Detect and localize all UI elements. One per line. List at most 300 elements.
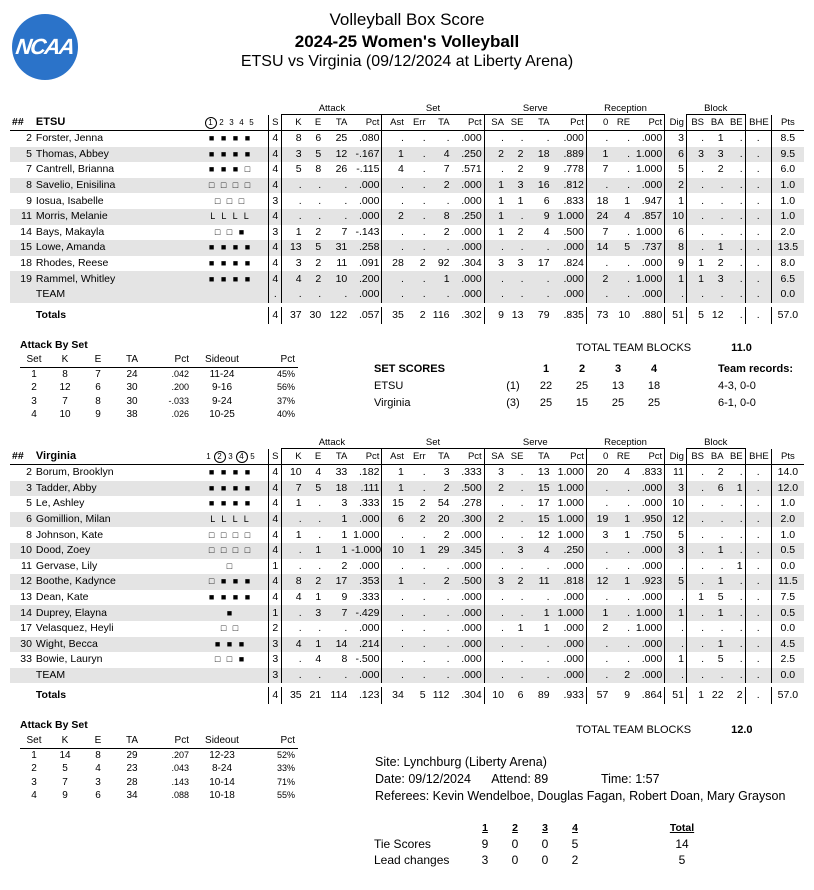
stat-bhe: . [745,668,771,684]
stat-s: 3 [269,637,282,653]
sets-played: ■ [193,605,269,621]
stat-ta: 2 [341,559,348,572]
stat-re: . [627,497,631,510]
stat-re: . [610,637,632,653]
ta3-header: TA [525,449,551,465]
lead-changes-label: Lead changes [374,853,450,867]
sets-played: L L L L [193,209,269,225]
stat-pts: 2.0 [771,512,804,528]
attack-by-set-cell: .042 [171,368,189,379]
referees: Referees: Kevin Wendelboe, Douglas Fagan, Robert Doan, Mary Grayson [375,789,786,803]
total-spct: .302 [461,308,482,321]
attack-by-set-cell: 24 [126,368,138,380]
attack-by-set-header: Set [20,734,48,748]
stat-s: 4 [269,512,282,528]
stat-sa: 2 [484,147,506,163]
stat-k: 1 [282,527,304,543]
etsu-attack-by-set [20,353,298,422]
stat-re: 1 [610,512,632,528]
stat-dig: 1 [665,271,687,287]
matchup-title: ETSU vs Virginia (09/12/2024 at Liberty Arena) [240,53,574,70]
attack-by-set-cell: 33% [276,763,295,774]
attack-by-set-cell: 28 [126,776,138,788]
attack-by-set-cell: 9-24 [211,395,232,407]
stat-sta: 20 [428,512,452,528]
stat-bhe: . [745,637,771,653]
stat-s: 4 [269,256,282,272]
stat-spct: .500 [452,481,485,497]
stat-ta: 7 [323,605,349,621]
sets-played: ■ ■ ■ ■ [208,498,253,509]
stat-e: 4 [315,653,322,666]
stat-rpct: .000 [641,497,663,510]
stat-sta: 2 [443,225,450,238]
stat-e: 3 [304,605,324,621]
stat-bs: . [686,574,706,590]
stat-e: 1 [304,543,324,559]
etsu-total-team-blocks: TOTAL TEAM BLOCKS 11.0 [576,342,752,354]
stat-bs: 1 [686,590,706,606]
stat-pts: 11.5 [771,574,804,590]
attack-by-set-cell: 9 [95,409,101,421]
stat-rpct: 1.000 [635,163,663,176]
set-number: 1 [205,117,217,129]
sets-won: (3) [506,396,520,409]
stat-spct: .000 [461,132,482,145]
stat-se: . [520,559,524,572]
stat-k: 1 [282,225,304,241]
stat-spct: .571 [461,163,482,176]
stat-ba: 3 [706,147,726,163]
stat-spct: .000 [461,559,482,572]
stat-err: . [422,163,426,176]
player-row [10,178,804,194]
stat-s: 4 [269,178,282,194]
stat-pct: .000 [349,668,382,684]
stat-pts: 6.0 [771,162,804,178]
total-sa: 9 [484,307,506,324]
stat-spct: .000 [452,271,485,287]
stat-be: . [739,622,743,635]
stat-spct: .000 [461,622,482,635]
team-record: 6-1, 0-0 [718,396,756,409]
attack-by-set-cell: 10 [59,409,71,421]
total-ta: 114 [330,689,348,702]
report-title: Volleyball Box Score [329,10,485,29]
totals-row [10,307,804,324]
player-name: Thomas, Abbey [34,147,193,163]
stat-be: . [726,147,746,163]
stat-vta: 11 [525,574,551,590]
sets-played: □ □ □ [214,195,247,206]
total-ta: 122 [329,308,348,321]
stat-ast: . [382,637,406,653]
total-pct: .123 [359,689,380,702]
stat-spct: .000 [452,178,485,194]
stat-ast: 2 [382,209,406,225]
stat-dig: . [665,559,687,575]
stat-se: . [520,497,524,510]
set-header: 1 [542,362,550,375]
stat-vpct: 1.000 [552,605,587,621]
stat-be: . [739,466,743,479]
num-header: ## [10,115,34,131]
attack-by-set-header: K [48,734,82,748]
stat-ast: . [382,668,406,684]
stat-pts: 0.0 [771,668,804,684]
stat-dig: 3 [665,131,687,147]
stat-k: 4 [282,590,304,606]
total-vta: 89 [537,689,550,702]
sa-header: SA [484,115,506,131]
stat-vta: . [546,132,550,145]
bs-header: BS [686,449,706,465]
stat-se: . [520,132,524,145]
total-k: 37 [282,307,304,324]
player-number: 2 [26,466,32,479]
stat-s: 4 [269,590,282,606]
stat-e: 4 [315,466,322,479]
stat-k: 7 [282,481,304,497]
stat-bhe: . [745,621,771,637]
stat-sa: . [484,271,506,287]
stat-sa: 1 [484,178,506,194]
stat-vpct: .824 [563,257,584,270]
stat-rpct: .000 [632,287,665,303]
stat-e: 2 [315,257,322,270]
stat-vpct: 1.000 [557,497,584,510]
player-name: Boothe, Kadynce [34,574,193,590]
stat-e: 1 [315,591,322,604]
player-name: Gervase, Lily [35,559,98,572]
attack-by-set-cell: 6 [95,790,101,802]
player-row [10,271,804,287]
stat-vpct: .250 [552,543,587,559]
stat-sta: . [446,132,450,145]
player-number: 18 [20,257,32,270]
stat-r0: . [586,637,610,653]
attack-by-set-cell: -.033 [168,395,189,406]
player-name: Le, Ashley [35,497,85,510]
lead-total: 5 [678,853,686,867]
stat-sa: . [484,496,506,512]
attack-by-set-header: Pct [150,353,192,367]
stat-sa: 3 [484,574,506,590]
stat-se: . [506,209,526,225]
serve-group-header: Serve [484,102,586,115]
stat-e: . [318,497,322,510]
stat-dig: 3 [665,543,687,559]
stat-vta: 17 [537,257,550,270]
stat-r0: 3 [586,527,610,543]
stat-ba: 1 [706,637,726,653]
team-row [10,287,804,303]
attack-by-set-cell: 37% [276,395,295,406]
stat-vpct: .000 [552,287,587,303]
stat-se: . [506,240,526,256]
stat-pct: .258 [349,240,382,256]
stat-r0: 7 [586,162,610,178]
attack-by-set-header: E [82,734,114,748]
stat-pts: 0.5 [771,543,804,559]
stat-sa: 3 [484,256,506,272]
e-header: E [304,449,324,465]
stat-bs: . [686,465,706,481]
attack-group-header: Attack [282,102,382,115]
stat-vpct: .000 [563,559,584,572]
stat-dig: 1 [665,652,687,668]
set-number: 4 [236,451,248,463]
stat-se: 2 [506,147,526,163]
stat-dig: 6 [665,147,687,163]
stat-sta: 54 [437,497,450,510]
player-name: Cantrell, Brianna [35,163,115,176]
stat-se: 1 [517,194,524,207]
stat-s: 3 [269,225,282,241]
stat-vpct: .000 [563,132,584,145]
player-name: Duprey, Elayna [34,605,193,621]
stat-be: . [739,497,743,510]
stat-dig: 12 [665,512,687,528]
stat-rpct: .947 [641,194,663,207]
stat-rpct: .737 [632,240,665,256]
be-header: BE [726,115,746,131]
stat-k: . [282,287,304,303]
stat-pct: .000 [359,559,380,572]
stat-pct: .000 [349,512,382,528]
total-bhe: . [745,687,771,704]
stat-rpct: .000 [641,257,663,270]
stat-ta: . [344,622,348,635]
stat-bs: . [686,178,706,194]
set-scores-title: SET SCORES [374,362,445,375]
stat-re: 1 [624,528,631,541]
attack-by-set-cell: 12-23 [209,749,235,761]
tie-value: 9 [481,837,489,851]
stat-k: 8 [282,574,304,590]
stat-r0: 2 [586,621,610,637]
stat-s: 4 [269,496,282,512]
stat-r0: 12 [586,574,610,590]
total-pts: 57.0 [771,307,804,324]
ta2-header: TA [428,115,452,131]
stat-spct: .000 [461,194,482,207]
stat-ba: 6 [706,481,726,497]
stat-bs: . [686,209,706,225]
stat-k: 10 [282,465,304,481]
se-header: SE [506,449,526,465]
attack-by-set-cell: 3 [31,776,37,788]
attack-by-set-cell: 2 [31,382,37,394]
stat-r0: 18 [586,193,610,209]
tie-total-header: Total [669,822,695,834]
stat-ba: 1 [706,574,726,590]
player-name: Johnson, Kate [35,528,104,541]
tie-set-header: 1 [482,822,488,834]
lead-value: 2 [571,853,579,867]
tie-set-header: 4 [572,822,578,834]
attack-by-set-header: Pct [252,734,298,748]
stat-ba: 2 [717,257,724,270]
stat-pts: 7.5 [771,590,804,606]
etsu-attack-by-set-title: Attack By Set [20,339,88,351]
ta-header: TA [323,449,349,465]
stat-re: . [627,622,631,635]
stat-se: . [506,637,526,653]
stat-k: 4 [282,271,304,287]
stat-r0: 20 [586,465,610,481]
total-ast: 35 [382,307,406,324]
virginia-attack-by-set [20,734,298,803]
stat-re: . [610,543,632,559]
set-score: 25 [647,396,661,409]
stat-pts: 14.0 [771,465,804,481]
attack-by-set-cell: 2 [31,763,37,775]
stat-be: . [739,132,743,145]
attack-by-set-cell: 34 [126,790,138,802]
player-row [10,147,804,163]
stat-sa: . [484,131,506,147]
stat-e: . [304,209,324,225]
attack-by-set-row [20,367,298,381]
stat-ta: 9 [341,591,348,604]
stat-dig: 1 [665,193,687,209]
sets-played: □ □ □ □ [193,543,269,559]
stat-spct: .000 [452,605,485,621]
lead-value: 3 [481,853,489,867]
player-number: 3 [10,481,34,497]
sets-played: ■ ■ ■ ■ [193,147,269,163]
stat-rpct: .950 [632,512,665,528]
player-number: 14 [10,605,34,621]
stat-se: 3 [506,178,526,194]
stat-ba: . [706,668,726,684]
attack-by-set-row [20,776,298,790]
stat-pts: 8.0 [771,256,804,272]
total-ba: 12 [711,308,724,321]
stat-vta: 1 [525,605,551,621]
stat-s: 4 [269,307,282,324]
total-sa: 10 [484,687,506,704]
team-record: 4-3, 0-0 [718,379,756,392]
stat-bhe: . [745,496,771,512]
stat-s: 4 [269,465,282,481]
attack-by-set-header: TA [114,734,150,748]
stat-vta: 12 [537,528,550,541]
stat-s: 4 [269,209,282,225]
attack-by-set-cell: 56% [276,382,295,393]
stat-pct: .333 [359,591,380,604]
stat-sta: 2 [428,178,452,194]
stat-bs: . [686,131,706,147]
stat-ba: 5 [717,591,724,604]
stat-sa: . [484,287,506,303]
stat-k: . [282,605,304,621]
stat-err: . [422,591,426,604]
stat-vta: 4 [525,543,551,559]
attack-by-set-cell: 8 [62,368,68,380]
stat-ast: . [382,225,406,241]
stat-r0: . [586,652,610,668]
attack-by-set-cell: 4 [95,763,101,775]
stat-be: . [726,209,746,225]
stat-vta: . [525,271,551,287]
stat-be: . [726,287,746,303]
stat-s: 4 [269,687,282,704]
stat-spct: .000 [461,591,482,604]
bhe-header: BHE [745,449,771,465]
stat-k: 4 [282,637,304,653]
e-header: E [304,115,324,131]
player-name: Rammel, Whitley [34,271,193,287]
set-number: 1 [206,451,211,461]
stat-sta: . [428,240,452,256]
set-group-header: Set [382,102,484,115]
stat-se: . [506,512,526,528]
attack-by-set-header: Sideout [192,734,252,748]
stat-err: . [406,240,428,256]
stat-bs: . [686,481,706,497]
team-row [10,668,804,684]
stat-rpct: .000 [632,178,665,194]
stat-pts: 0.0 [771,559,804,575]
stat-vta: 13 [537,466,550,479]
stat-e: 2 [304,271,324,287]
stat-spct: .000 [452,287,485,303]
stat-ta: 26 [335,163,348,176]
stat-bhe: . [745,605,771,621]
set-score: 15 [575,396,589,409]
stat-e: . [304,178,324,194]
team-records-title: Team records: [718,362,793,375]
player-number: 5 [10,147,34,163]
stat-ba: 2 [717,466,724,479]
stat-ast: . [382,240,406,256]
stat-r0: 19 [586,512,610,528]
attack-by-set-cell: 12 [59,382,71,394]
stat-sa: . [484,240,506,256]
stat-pts: 0.5 [771,605,804,621]
stat-ta: . [323,668,349,684]
stat-bs: 3 [686,147,706,163]
stat-spct: .250 [452,209,485,225]
stat-sa: 1 [484,225,506,241]
stat-k: . [282,621,304,637]
stat-bhe: . [745,131,771,147]
stat-s: 2 [269,621,282,637]
stat-bhe: . [745,193,771,209]
pct2-header: Pct [452,449,485,465]
stat-k: . [282,193,304,209]
player-name: Gomillion, Milan [34,512,193,528]
attack-by-set-cell: 4 [31,790,37,802]
attack-by-set-cell: 7 [62,776,68,788]
stat-vta: 9 [543,163,550,176]
stat-spct: .300 [452,512,485,528]
stat-be: . [739,653,743,666]
stat-vpct: .000 [563,653,584,666]
stat-sta: . [446,622,450,635]
stat-ba: . [720,622,724,635]
stat-k: . [282,178,304,194]
stat-rpct: .000 [632,637,665,653]
player-name: Borum, Brooklyn [35,466,114,479]
stat-spct: .000 [452,637,485,653]
stat-bhe: . [745,481,771,497]
total-rpct: .864 [641,689,663,702]
stat-err: . [406,271,428,287]
stat-ast: 1 [382,147,406,163]
